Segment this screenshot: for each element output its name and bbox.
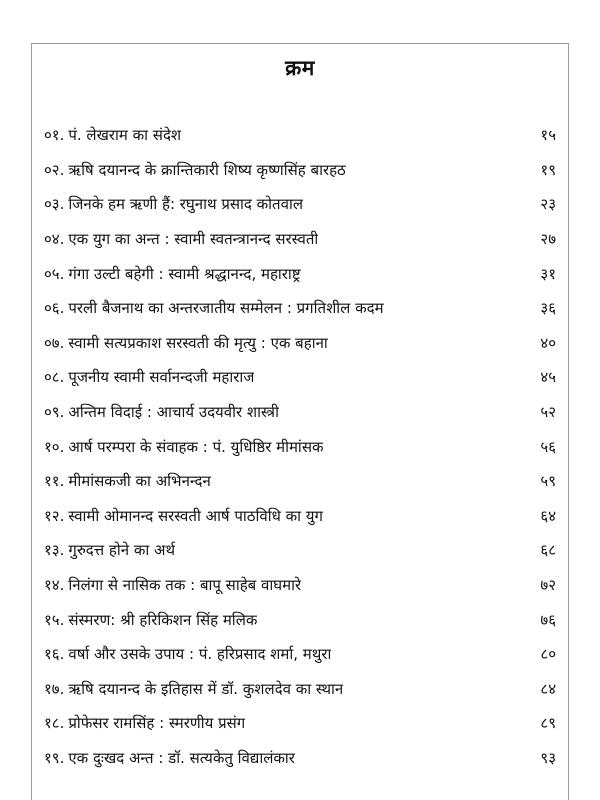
toc-entry-number: १५. [44,610,65,629]
toc-entry-page-number: ३६ [540,299,556,318]
toc-entry-page-number: ६४ [540,506,556,525]
toc-entry-text: ऋषि दयानन्द के इतिहास में डॉ. कुशलदेव का स्थान [68,679,344,698]
toc-entry-title [44,713,245,733]
toc-entry-text: वर्षा और उसके उपाय : पं. हरिप्रसाद शर्मा, मथुरा [68,645,332,664]
toc-entry-number: १४. [44,576,65,595]
toc-entry-text: अन्तिम विदाई : आचार्य उदयवीर शास्त्री [68,403,279,422]
toc-entry [44,706,558,741]
toc-entry-number: १३. [44,541,65,560]
toc-entry-text: मीमांसकजी का अभिनन्दन [68,472,211,491]
toc-entry-text: पं. लेखराम का संदेश [68,126,182,145]
page-title: क्रम [285,56,315,80]
toc-entry-title [44,298,384,318]
toc-entry-page-number: ५९ [540,472,556,491]
toc-entry-number: ०६. [44,299,65,318]
toc-entry-number: ०९. [44,403,65,422]
toc-entry-number: ०३. [44,195,65,214]
toc-entry-title [44,160,346,180]
toc-entry-title [44,229,318,249]
toc-entry-page-number: ८९ [540,714,556,733]
toc-entry-title [44,194,303,214]
toc-entry [44,464,558,499]
toc-entry [44,533,558,568]
toc-entry-text: गंगा उल्टी बहेगी : स्वामी श्रद्धानन्द, महाराष्ट्र [68,264,301,283]
toc-entry [44,153,558,188]
toc-entry-text: स्वामी ओमानन्द सरस्वती आर्ष पाठविधि का युग [68,506,323,525]
toc-entry-number: ०२. [44,160,65,179]
toc-entry-page-number: ९३ [540,748,556,767]
toc-list [44,118,558,775]
toc-entry [44,360,558,395]
toc-entry-text: एक दुःखद अन्त : डॉ. सत्यकेतु विद्यालंकार [68,748,295,767]
toc-entry-page-number: ८४ [540,679,556,698]
toc-entry-title [44,506,323,526]
toc-entry [44,637,558,672]
toc-entry [44,602,558,637]
toc-entry-page-number: ४० [540,333,556,352]
toc-entry-title [44,679,343,699]
toc-entry-number: १९. [44,748,65,767]
toc-entry-number: ०८. [44,368,65,387]
toc-entry-text: स्वामी सत्यप्रकाश सरस्वती की मृत्यु : एक बहाना [68,333,328,352]
toc-entry-title [44,471,211,491]
toc-entry-number: १०. [44,437,65,456]
toc-entry-text: पूजनीय स्वामी सर्वानन्दजी महाराज [68,368,255,387]
toc-entry [44,222,558,257]
toc-entry-text: संस्मरण: श्री हरिकिशन सिंह मलिक [68,610,258,629]
toc-entry [44,568,558,603]
toc-entry-page-number: २७ [540,230,556,249]
toc-entry [44,429,558,464]
toc-entry-title [44,610,257,630]
toc-entry-title [44,575,301,595]
toc-entry-page-number: ५२ [540,403,556,422]
toc-entry-text: जिनके हम ऋणी हैं: रघुनाथ प्रसाद कोतवाल [68,195,303,214]
toc-entry-number: ०१. [44,126,65,145]
toc-entry-page-number: २३ [540,195,556,214]
toc-entry-page-number: ५६ [540,437,556,456]
toc-entry-title [44,333,328,353]
toc-entry-number: १८. [44,714,65,733]
toc-entry-title [44,748,295,768]
page-frame [31,43,569,800]
toc-entry-text: परली बैजनाथ का अन्तरजातीय सम्मेलन : प्रगतिशील कदम [68,299,384,318]
toc-entry [44,395,558,430]
toc-entry-text: गुरुदत्त होने का अर्थ [68,541,176,560]
toc-entry-text: प्रोफेसर रामसिंह : स्मरणीय प्रसंग [68,714,246,733]
toc-entry-text: ऋषि दयानन्द के क्रान्तिकारी शिष्य कृष्णसिंह बारहठ [68,160,346,179]
toc-entry-title [44,264,301,284]
toc-entry-text: एक युग का अन्त : स्वामी स्वतन्त्रानन्द सरस्वती [68,230,319,249]
toc-entry-page-number: १९ [540,160,556,179]
toc-entry-title [44,367,254,387]
toc-entry-number: ११. [44,472,65,491]
toc-entry [44,291,558,326]
toc-entry-page-number: ७२ [540,576,556,595]
toc-entry-page-number: ७६ [540,610,556,629]
toc-entry-number: ०५. [44,264,65,283]
toc-entry-number: ०४. [44,230,65,249]
toc-entry-title [44,644,331,664]
toc-entry-text: निलंगा से नासिक तक : बापू साहेब वाघमारे [68,576,302,595]
toc-entry-page-number: ६८ [540,541,556,560]
toc-entry-title [44,402,279,422]
toc-entry-page-number: ८० [540,645,556,664]
toc-entry [44,118,558,153]
toc-entry [44,256,558,291]
toc-entry-number: १२. [44,506,65,525]
toc-entry-number: १६. [44,645,65,664]
toc-entry-text: आर्ष परम्परा के संवाहक : पं. युधिष्ठिर मीमांसक [68,437,324,456]
toc-entry-number: ०७. [44,333,65,352]
toc-entry-page-number: ३१ [540,264,556,283]
toc-entry-title [44,437,323,457]
toc-entry-title [44,125,181,145]
toc-entry-title [44,540,175,560]
toc-entry [44,741,558,776]
toc-entry [44,187,558,222]
toc-entry-number: १७. [44,679,65,698]
toc-entry [44,499,558,534]
toc-entry [44,672,558,707]
toc-entry-page-number: १५ [540,126,556,145]
toc-entry [44,326,558,361]
toc-entry-page-number: ४५ [540,368,556,387]
